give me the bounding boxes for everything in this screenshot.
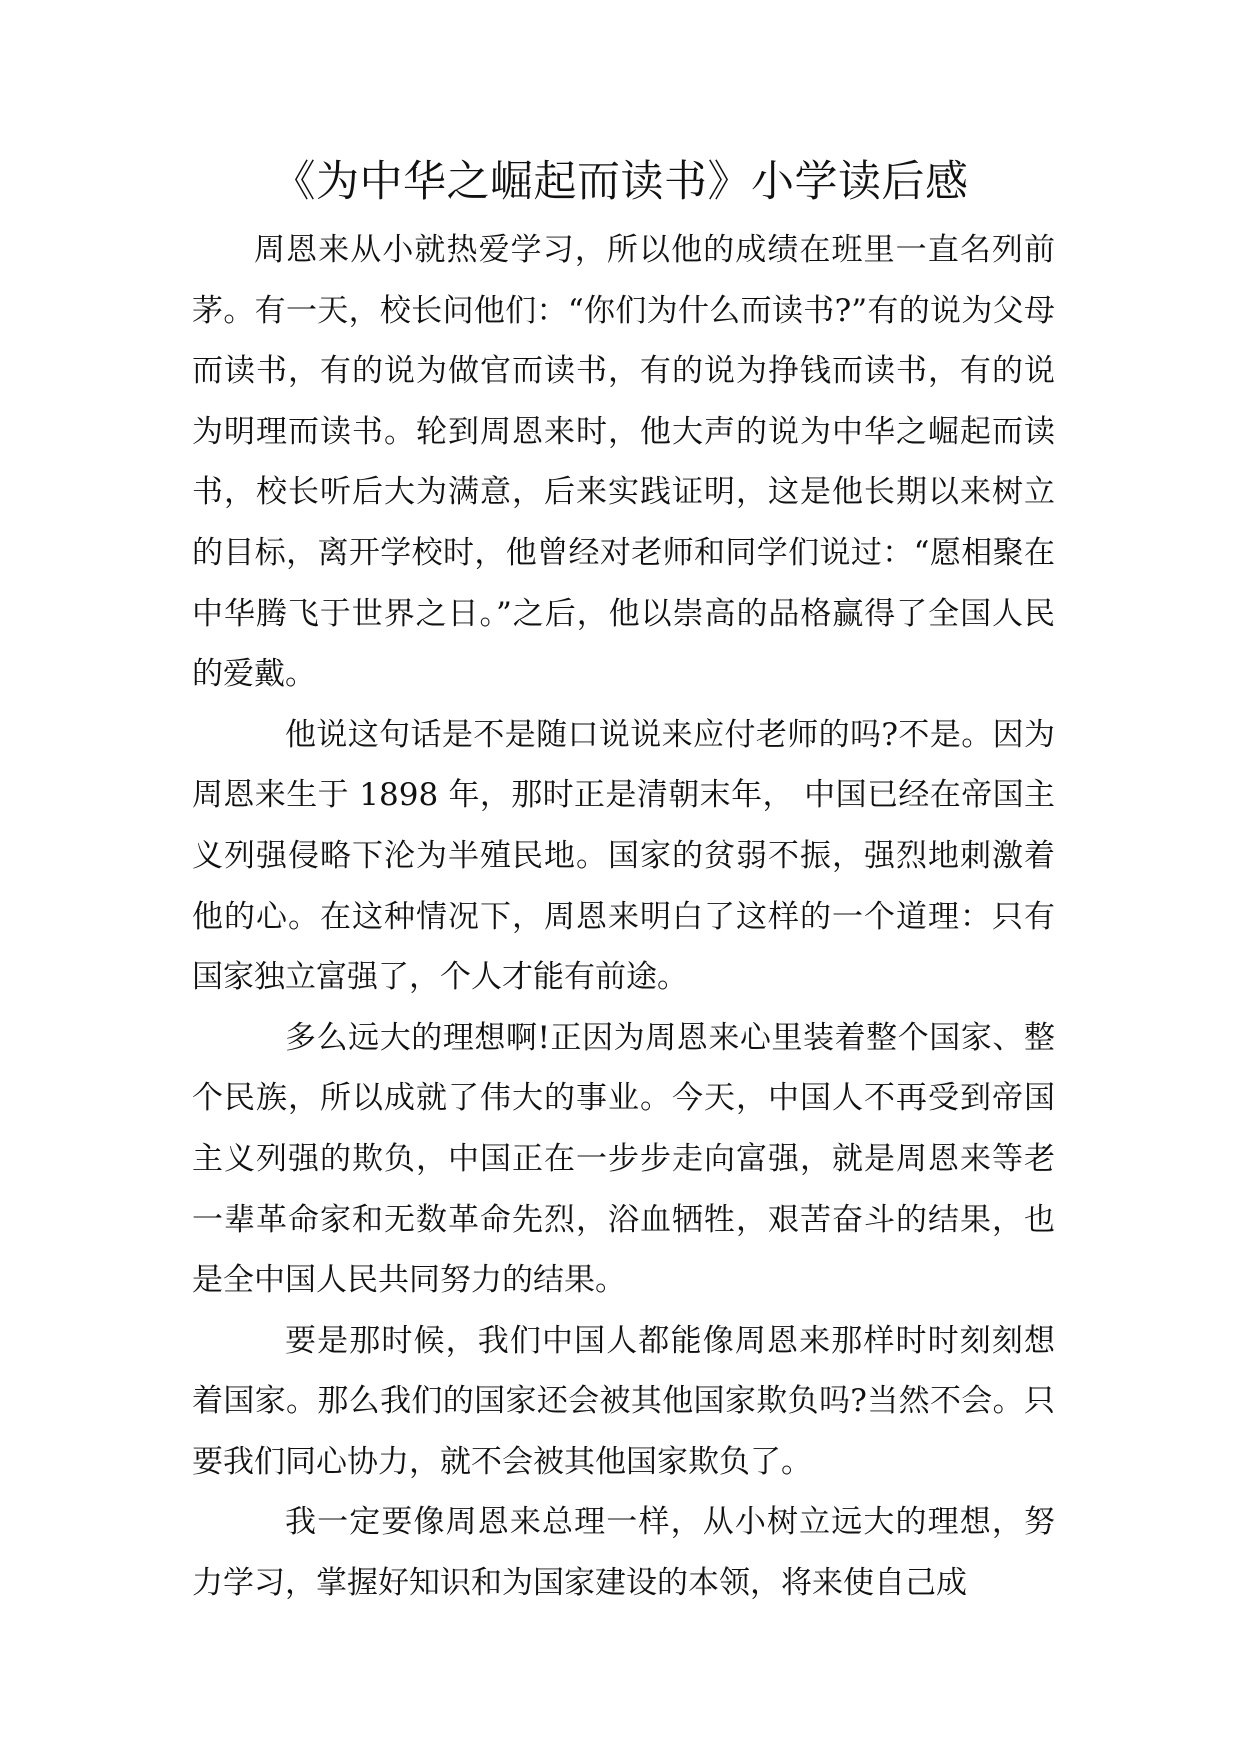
paragraph-2: 他说这句话是不是随口说说来应付老师的吗?不是。因为周恩来生于 1898 年，那时正是清朝末年， 中国已经在帝国主义列强侵略下沦为半殖民地。国家的贫弱不振，强烈地刺激着他的心。在这种情况下，周恩来明白了这样的一个道理：只有国家独立富强了，个人才能有前途。: [192, 716, 1055, 996]
paragraph-3: 多么远大的理想啊!正因为周恩来心里装着整个国家、整个民族，所以成就了伟大的事业。今天，中国人不再受到帝国主义列强的欺负，中国正在一步步走向富强，就是周恩来等老一辈革命家和无数革命先烈，浴血牺牲，艰苦奋斗的结果，也是全中国人民共同努力的结果。: [192, 1019, 1055, 1299]
document-body: [192, 220, 1055, 1614]
paragraph-1: 周恩来从小就热爱学习，所以他的成绩在班里一直名列前茅。有一天，校长问他们：“你们为什么而读书?”有的说为父母而读书，有的说为做官而读书，有的说为挣钱而读书，有的说为明理而读书。轮到周恩来时，他大声的说为中华之崛起而读书，校长听后大为满意，后来实践证明，这是他长期以来树立的目标，离开学校时，他曾经对老师和同学们说过：“愿相聚在中华腾飞于世界之日。”之后，他以崇高的品格赢得了全国人民的爱戴。: [192, 232, 1055, 693]
paragraph-4: 要是那时候，我们中国人都能像周恩来那样时时刻刻想着国家。那么我们的国家还会被其他国家欺负吗?当然不会。只要我们同心协力，就不会被其他国家欺负了。: [192, 1322, 1055, 1480]
document-title: 《为中华之崛起而读书》小学读后感: [272, 157, 969, 207]
paragraph-5: 我一定要像周恩来总理一样，从小树立远大的理想，努力学习，掌握好知识和为国家建设的本领，将来使自己成: [192, 1504, 1055, 1602]
